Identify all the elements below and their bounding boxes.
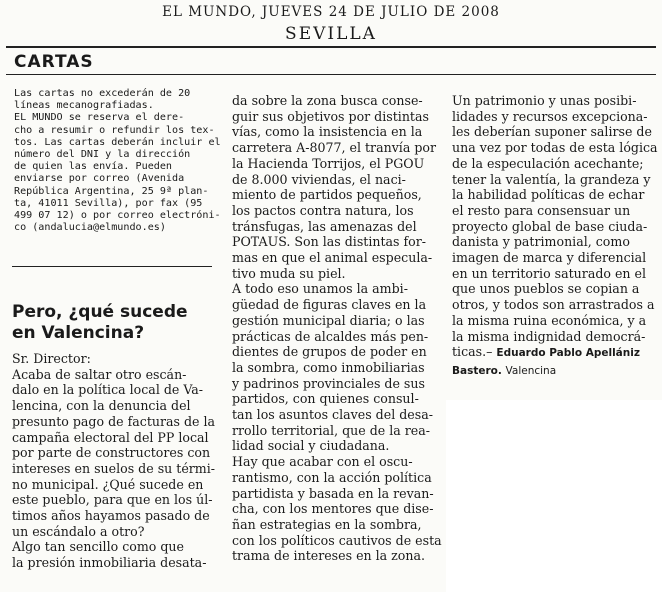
policy-line: co (andalucia@elmundo.es) xyxy=(14,222,166,234)
text-line: la misma ruina económica, y a xyxy=(452,312,647,328)
headline-line: Pero, ¿qué sucede xyxy=(12,302,188,322)
text-line: miento de partidos pequeños, xyxy=(232,187,422,203)
text-line: mas en que el animal especula- xyxy=(232,250,433,266)
policy-line: 499 07 12) o por correo electróni- xyxy=(14,210,221,222)
letters-policy-box xyxy=(14,88,221,234)
text-line: con los políticos cautivos de esta xyxy=(232,532,442,548)
text-line: timos años hayamos pasado de xyxy=(12,508,210,524)
text-line: ñan estrategias en la sombra, xyxy=(232,516,422,532)
policy-line: enviarse por correo (Avenida xyxy=(14,173,185,185)
text-line: güedad de figuras claves en la xyxy=(232,297,427,313)
text-line: no municipal. ¿Qué sucede en xyxy=(12,476,204,492)
text-line: prácticas de alcaldes más pen- xyxy=(232,328,429,344)
text-line: cha, con los mentores que dise- xyxy=(232,501,434,517)
text-line: vías, como la insistencia en la xyxy=(232,124,423,140)
text-line: que unos pueblos se copian a xyxy=(452,281,640,297)
policy-line: tos. Las cartas deberán incluir el xyxy=(14,136,221,148)
text-line: la habilidad políticas de echar xyxy=(452,187,645,203)
text-line: rantismo, con la acción política xyxy=(232,469,432,485)
policy-line: cho a resumir o refundir los tex- xyxy=(14,124,215,136)
text-line: Algo tan sencillo como que xyxy=(12,539,184,555)
author-name: Eduardo Pablo Apellániz xyxy=(496,347,640,360)
text-line: lidad social y ciudadana. xyxy=(232,438,390,454)
text-line: un escándalo a otro? xyxy=(12,523,145,539)
text-line: danista y patrimonial, como xyxy=(452,234,630,250)
policy-line: de quien las envía. Pueden xyxy=(14,161,173,173)
text-fragment: ticas.– xyxy=(452,344,497,360)
text-line: A todo eso unamos la ambi- xyxy=(232,281,408,297)
text-line: de la especulación acechante; xyxy=(452,155,644,171)
section-rule xyxy=(6,74,656,75)
text-line: una vez por todas de esta lógica xyxy=(452,140,658,156)
text-line: la Hacienda Torrijos, el PGOU xyxy=(232,155,425,171)
text-line: dientes de grupos de poder en xyxy=(232,344,427,360)
header-rule xyxy=(6,46,656,48)
letter-column-3 xyxy=(452,93,658,380)
text-line: tránsfugas, las amenazas del xyxy=(232,218,417,234)
text-line: imagen de marca y diferencial xyxy=(452,250,647,266)
text-line: de 8.000 viviendas, el naci- xyxy=(232,171,406,187)
text-line: otros, y todos son arrastrados a xyxy=(452,297,655,313)
text-line: campaña electoral del PP local xyxy=(12,429,209,445)
text-line: en un territorio saturado en el xyxy=(452,265,647,281)
section-title: CARTAS xyxy=(14,52,94,72)
text-line: Acaba de saltar otro escán- xyxy=(12,366,187,382)
letter-headline xyxy=(12,302,188,344)
text-line: intereses en suelos de su térmi- xyxy=(12,460,216,476)
signature-line xyxy=(452,344,652,362)
policy-line: líneas mecanografiadas. xyxy=(14,100,154,112)
text-line: Sr. Director: xyxy=(12,351,91,366)
info-box-rule xyxy=(12,266,212,267)
author-surname: Bastero. xyxy=(452,364,506,377)
newspaper-masthead: EL MUNDO, JUEVES 24 DE JULIO DE 2008 xyxy=(162,4,500,20)
text-line: la misma indignidad democrá- xyxy=(452,328,646,344)
text-line: lidades y recursos excepciona- xyxy=(452,108,648,124)
letter-column-1 xyxy=(12,351,216,571)
text-line: guir sus objetivos por distintas xyxy=(232,108,429,124)
text-line: y padrinos provinciales de sus xyxy=(232,375,425,391)
text-line: lencina, con la denuncia del xyxy=(12,398,191,414)
text-line: tan los asuntos claves del desa- xyxy=(232,407,433,423)
text-line: partidista y basada en la revan- xyxy=(232,485,434,501)
text-line: da sobre la zona busca conse- xyxy=(232,93,423,108)
text-line: rrollo territorial, que de la rea- xyxy=(232,422,431,438)
text-line: por parte de constructores con xyxy=(12,445,211,461)
text-line: este pueblo, para que en los úl- xyxy=(12,492,213,508)
policy-line: ta, 41011 Sevilla), por fax (95 xyxy=(14,197,203,209)
text-line: Un patrimonio y unas posibi- xyxy=(452,93,637,108)
blank-area xyxy=(446,400,662,592)
text-line: el resto para consensuar un xyxy=(452,202,631,218)
signature-line xyxy=(452,362,652,380)
text-line: proyecto global de base ciuda- xyxy=(452,218,648,234)
policy-line: número del DNI y la dirección xyxy=(14,149,191,161)
policy-line: Las cartas no excederán de 20 xyxy=(14,88,191,99)
author-place: Valencina xyxy=(505,364,557,377)
text-line: tivo muda su piel. xyxy=(232,265,346,281)
text-line: trama de intereses en la zona. xyxy=(232,548,426,564)
policy-line: EL MUNDO se reserva el dere- xyxy=(14,112,185,124)
text-line: POTAUS. Son las distintas for- xyxy=(232,234,427,250)
policy-line: República Argentina, 25 9ª plan- xyxy=(14,185,209,197)
text-line: dalo en la política local de Va- xyxy=(12,382,204,398)
text-line: los pactos contra natura, los xyxy=(232,202,414,218)
text-line: presunto pago de facturas de la xyxy=(12,413,216,429)
edition-city: SEVILLA xyxy=(285,24,377,44)
text-line: la sombra, como inmobiliarias xyxy=(232,359,425,375)
text-line: tener la valentía, la grandeza y xyxy=(452,171,651,187)
text-line: carretera A-8077, el tranvía por xyxy=(232,140,437,156)
letter-column-2 xyxy=(232,93,442,564)
text-line: partidos, con quienes consul- xyxy=(232,391,419,407)
headline-line: en Valencina? xyxy=(12,323,145,343)
text-line: Hay que acabar con el oscu- xyxy=(232,454,413,470)
text-line: gestión municipal diaria; o las xyxy=(232,312,425,328)
text-line: les deberían suponer salirse de xyxy=(452,124,652,140)
text-line: la presión inmobiliaria desata- xyxy=(12,555,207,571)
